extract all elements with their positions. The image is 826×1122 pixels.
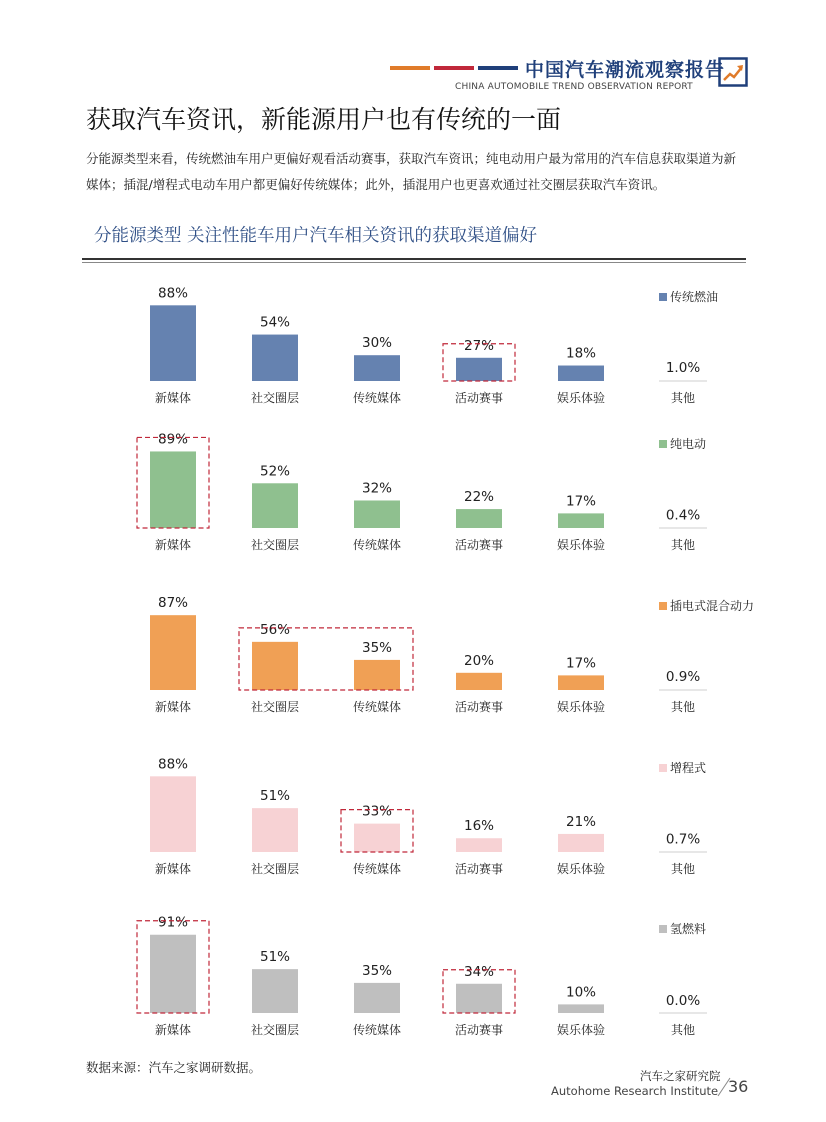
value-label-3-5: 17% (565, 655, 597, 672)
value-label-3-1: 87% (157, 595, 189, 612)
value-label-1-1: 88% (157, 285, 189, 302)
category-label-2-1: 新媒体 (154, 538, 192, 552)
value-label-4-5: 21% (565, 813, 597, 830)
bar-1-4 (456, 358, 502, 381)
bar-4-4 (456, 838, 502, 852)
brand-subtitle: CHINA AUTOMOBILE TREND OBSERVATION REPORT (455, 82, 693, 92)
category-label-2-6: 其他 (670, 538, 696, 552)
page-title: 获取汽车资讯，新能源用户也有传统的一面 (86, 105, 562, 134)
legend-label-4: 增程式 (670, 761, 707, 775)
value-label-1-5: 18% (565, 345, 597, 362)
value-label-5-6: 0.0% (665, 993, 701, 1009)
value-label-2-3: 32% (361, 480, 393, 497)
category-label-3-1: 新媒体 (154, 700, 192, 714)
category-label-1-3: 传统媒体 (352, 391, 402, 405)
legend-swatch-3 (659, 602, 667, 610)
bar-3-3 (354, 660, 400, 690)
legend-label-1: 传统燃油 (670, 290, 719, 304)
category-label-3-2: 社交圈层 (250, 700, 300, 714)
org-name-en: Autohome Research Institute (551, 1084, 719, 1098)
category-label-3-6: 其他 (670, 700, 696, 714)
value-label-1-2: 54% (259, 314, 291, 331)
category-label-1-6: 其他 (670, 391, 696, 405)
category-label-2-3: 传统媒体 (352, 538, 402, 552)
bar-2-4 (456, 509, 502, 528)
category-label-4-3: 传统媒体 (352, 862, 402, 876)
intro-text: 分能源类型来看，传统燃油车用户更偏好观看活动赛事，获取汽车资讯；纯电动用户最为常用的汽车信息获取渠道为新媒体；插混/增程式电动车用户都更偏好传统媒体；此外，插混用户也更喜欢通过社交圈层获取汽车资讯。 (86, 151, 737, 192)
bar-4-1 (150, 776, 196, 852)
brand-title: 中国汽车潮流观察报告 (525, 59, 726, 81)
value-label-5-2: 51% (259, 949, 291, 966)
category-label-4-5: 娱乐体验 (556, 862, 606, 876)
bar-2-5 (558, 513, 604, 528)
legend-label-3: 插电式混合动力 (670, 599, 755, 613)
category-label-2-2: 社交圈层 (250, 538, 300, 552)
legend-swatch-2 (659, 440, 667, 448)
category-label-5-2: 社交圈层 (250, 1023, 300, 1037)
category-label-4-4: 活动赛事 (454, 862, 504, 876)
value-label-4-3: 33% (361, 803, 393, 820)
value-label-2-5: 17% (565, 493, 597, 510)
value-label-5-5: 10% (565, 984, 597, 1001)
value-label-3-4: 20% (463, 652, 495, 669)
org-name-cn: 汽车之家研究院 (640, 1069, 721, 1083)
bar-4-2 (252, 808, 298, 852)
value-label-1-4: 27% (463, 337, 495, 354)
category-label-1-4: 活动赛事 (454, 391, 504, 405)
bar-5-5 (558, 1004, 604, 1013)
value-label-4-2: 51% (259, 788, 291, 805)
value-label-2-1: 89% (157, 431, 189, 448)
legend-swatch-4 (659, 764, 667, 772)
bar-1-5 (558, 366, 604, 381)
bar-2-2 (252, 483, 298, 528)
page-number: 36 (728, 1077, 749, 1096)
bar-2-3 (354, 500, 400, 528)
bar-4-3 (354, 824, 400, 852)
category-label-5-6: 其他 (670, 1023, 696, 1037)
value-label-2-4: 22% (463, 489, 495, 506)
legend-swatch-5 (659, 925, 667, 933)
category-label-1-2: 社交圈层 (250, 391, 300, 405)
bar-3-4 (456, 673, 502, 690)
category-label-2-5: 娱乐体验 (556, 538, 606, 552)
bar-3-2 (252, 642, 298, 690)
bar-5-4 (456, 984, 502, 1013)
category-label-5-4: 活动赛事 (454, 1023, 504, 1037)
legend-label-2: 纯电动 (670, 437, 707, 451)
category-label-3-3: 传统媒体 (352, 700, 402, 714)
value-label-5-3: 35% (361, 962, 393, 979)
category-label-3-5: 娱乐体验 (556, 700, 606, 714)
category-label-5-3: 传统媒体 (352, 1023, 402, 1037)
bar-1-2 (252, 335, 298, 381)
bar-3-5 (558, 675, 604, 690)
category-label-4-6: 其他 (670, 862, 696, 876)
bar-2-1 (150, 451, 196, 528)
bar-5-2 (252, 969, 298, 1013)
category-label-2-4: 活动赛事 (454, 538, 504, 552)
bar-5-1 (150, 935, 196, 1013)
category-label-4-2: 社交圈层 (250, 862, 300, 876)
category-label-3-4: 活动赛事 (454, 700, 504, 714)
value-label-2-2: 52% (259, 463, 291, 480)
bar-1-3 (354, 355, 400, 381)
category-label-5-1: 新媒体 (154, 1023, 192, 1037)
category-label-1-1: 新媒体 (154, 391, 192, 405)
chart-title: 分能源类型 关注性能车用户汽车相关资讯的获取渠道偏好 (94, 226, 538, 246)
value-label-4-4: 16% (463, 818, 495, 835)
bar-5-3 (354, 983, 400, 1013)
value-label-4-6: 0.7% (665, 831, 701, 848)
value-label-3-3: 35% (361, 639, 393, 656)
value-label-3-2: 56% (259, 621, 291, 638)
category-label-4-1: 新媒体 (154, 862, 192, 876)
legend-label-5: 氢燃料 (670, 922, 707, 936)
legend-swatch-1 (659, 293, 667, 301)
value-label-5-1: 91% (157, 914, 189, 931)
bar-1-1 (150, 305, 196, 381)
value-label-3-6: 0.9% (665, 669, 701, 686)
value-label-1-3: 30% (361, 335, 393, 352)
bar-4-5 (558, 834, 604, 852)
bar-3-1 (150, 615, 196, 690)
data-source: 数据来源：汽车之家调研数据。 (86, 1060, 262, 1075)
value-label-4-1: 88% (157, 756, 189, 773)
value-label-1-6: 1.0% (665, 360, 701, 377)
value-label-5-4: 34% (463, 963, 495, 980)
category-label-1-5: 娱乐体验 (556, 391, 606, 405)
category-label-5-5: 娱乐体验 (556, 1023, 606, 1037)
value-label-2-6: 0.4% (665, 507, 701, 524)
